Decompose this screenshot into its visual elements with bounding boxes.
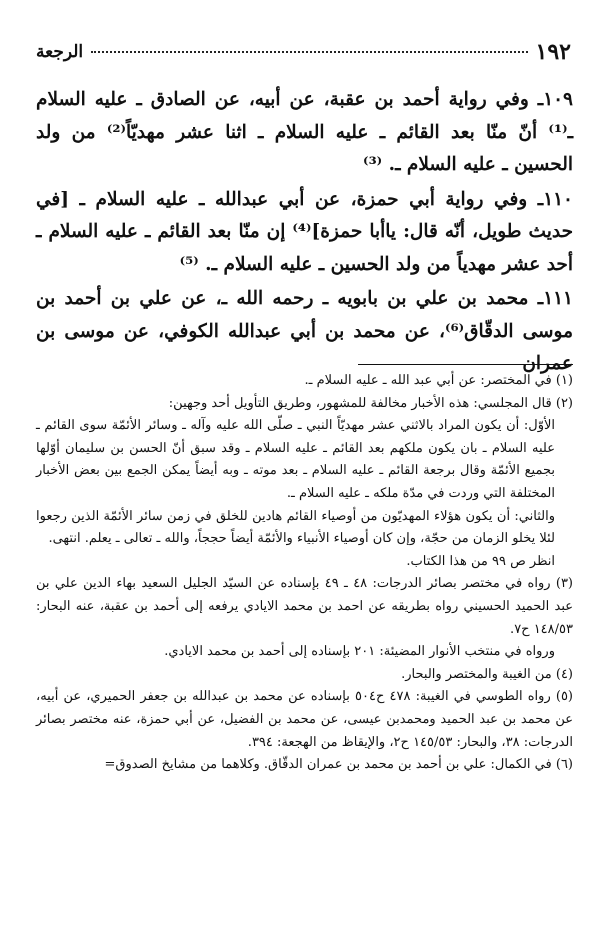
footnote-2: (٢) قال المجلسي: هذه الأخبار مخالفة للمشهور، وطريق التأويل أحد وجهين: (168, 395, 573, 411)
footnote-2-first-interpretation: الأوّل: أن يكون المراد بالاثني عشر مهديّاً النبي ـ صلّى الله عليه وآله ـ وسائر الأئمّة سوى القائم ـ عليه السلام ـ بان يكون ملكهم بعد القائم ـ عليه السلام ـ وقد سبق أنّ الحسن بن سليمان أوّلها بجميع الأئمّة وقال برجعة القائم ـ عليه السلام ـ بعد موته ـ وبه أيضاً يمكن الجمع بين بعض الأخبار المختلفة التي وردت في مدّة ملكه ـ عليه السلام ـ. (36, 418, 555, 501)
footnote-3-continued: ورواه في منتخب الأنوار المضيئة: ٢٠١ بإسناده إلى أحمد بن محمد الايادي. (164, 644, 555, 660)
footnote-3: (٣) رواه في مختصر بصائر الدرجات: ٤٨ ـ ٤٩ بإسناده عن السيّد الجليل السعيد بهاء الدين علي بن عبد الحميد الحسيني رواه بطريقه عن احمد بن محمد الايادي يرفعه إلى أحمد بن عقبة، عنه البحار: ١٤٨/٥٣ ح٧. (36, 576, 573, 637)
footnote-separator (358, 364, 573, 365)
hadith-109: ١٠٩ـ وفي رواية أحمد بن عقبة، عن أبيه، عن الصادق ـ عليه السلام ـ⁽¹⁾ أنّ منّا بعد القائم ـ عليه السلام ـ اثنا عشر مهديّاً⁽²⁾ من ولد الحسين ـ عليه السلام ـ. ⁽³⁾ (36, 89, 573, 175)
footnote-1: (١) في المختصر: عن أبي عبد الله ـ عليه السلام ـ. (304, 373, 573, 388)
main-text (36, 84, 573, 383)
header-dotted-rule (91, 51, 527, 53)
hadith-110: ١١٠ـ وفي رواية أبي حمزة، عن أبي عبدالله ـ عليه السلام ـ [في حديث طويل، أنّه قال: ياأبا حمزة]⁽⁴⁾ إن منّا بعد القائم ـ عليه السلام ـ أحد عشر مهدياً من ولد الحسين ـ عليه السلام ـ. ⁽⁵⁾ (36, 188, 574, 275)
footnote-4: (٤) من الغيبة والمختصر والبحار. (401, 666, 573, 682)
footnotes (36, 370, 573, 777)
running-title: الرجعة (36, 42, 84, 62)
hadith-111: ١١١ـ محمد بن علي بن بابويه ـ رحمه الله ـ، عن علي بن أحمد بن موسى الدقّاق⁽⁶⁾، عن محمد بن أبي عبدالله الكوفي، عن موسى بن عمران (36, 288, 573, 374)
footnote-2-cross-reference: انظر ص ٩٩ من هذا الكتاب. (406, 553, 555, 569)
page-number: ١٩٢ (535, 39, 571, 65)
footnote-6: (٦) في الكمال: علي بن أحمد بن محمد بن عمران الدقّاق. وكلاهما من مشايخ الصدوق= (104, 757, 573, 773)
footnote-5: (٥) رواه الطوسي في الغيبة: ٤٧٨ ح٥٠٤ بإسناده عن محمد بن عبدالله بن جعفر الحميري، عن أبيه، عن محمد بن عبد الحميد ومحمدبن عيسى، عن محمد بن الفضيل، عن أبي حمزة، عنه مختصر بصائر الدرجات: ٣٨، والبحار: ١٤٥/٥٣ ح٢، والإيقاظ من الهجعة: ٣٩٤. (36, 689, 573, 750)
page-header (36, 38, 571, 66)
footnote-2-second-interpretation: والثاني: أن يكون هؤلاء المهديّون من أوصياء القائم هادين للخلق في زمن سائر الأئمّة الذين رجعوا لئلا يخلو الزمان من حجّة، وإن كان أوصياء الأنبياء والأئمّة أيضاً حججاً، والله ـ تعالى ـ يعلم. انتهى. (36, 508, 555, 547)
